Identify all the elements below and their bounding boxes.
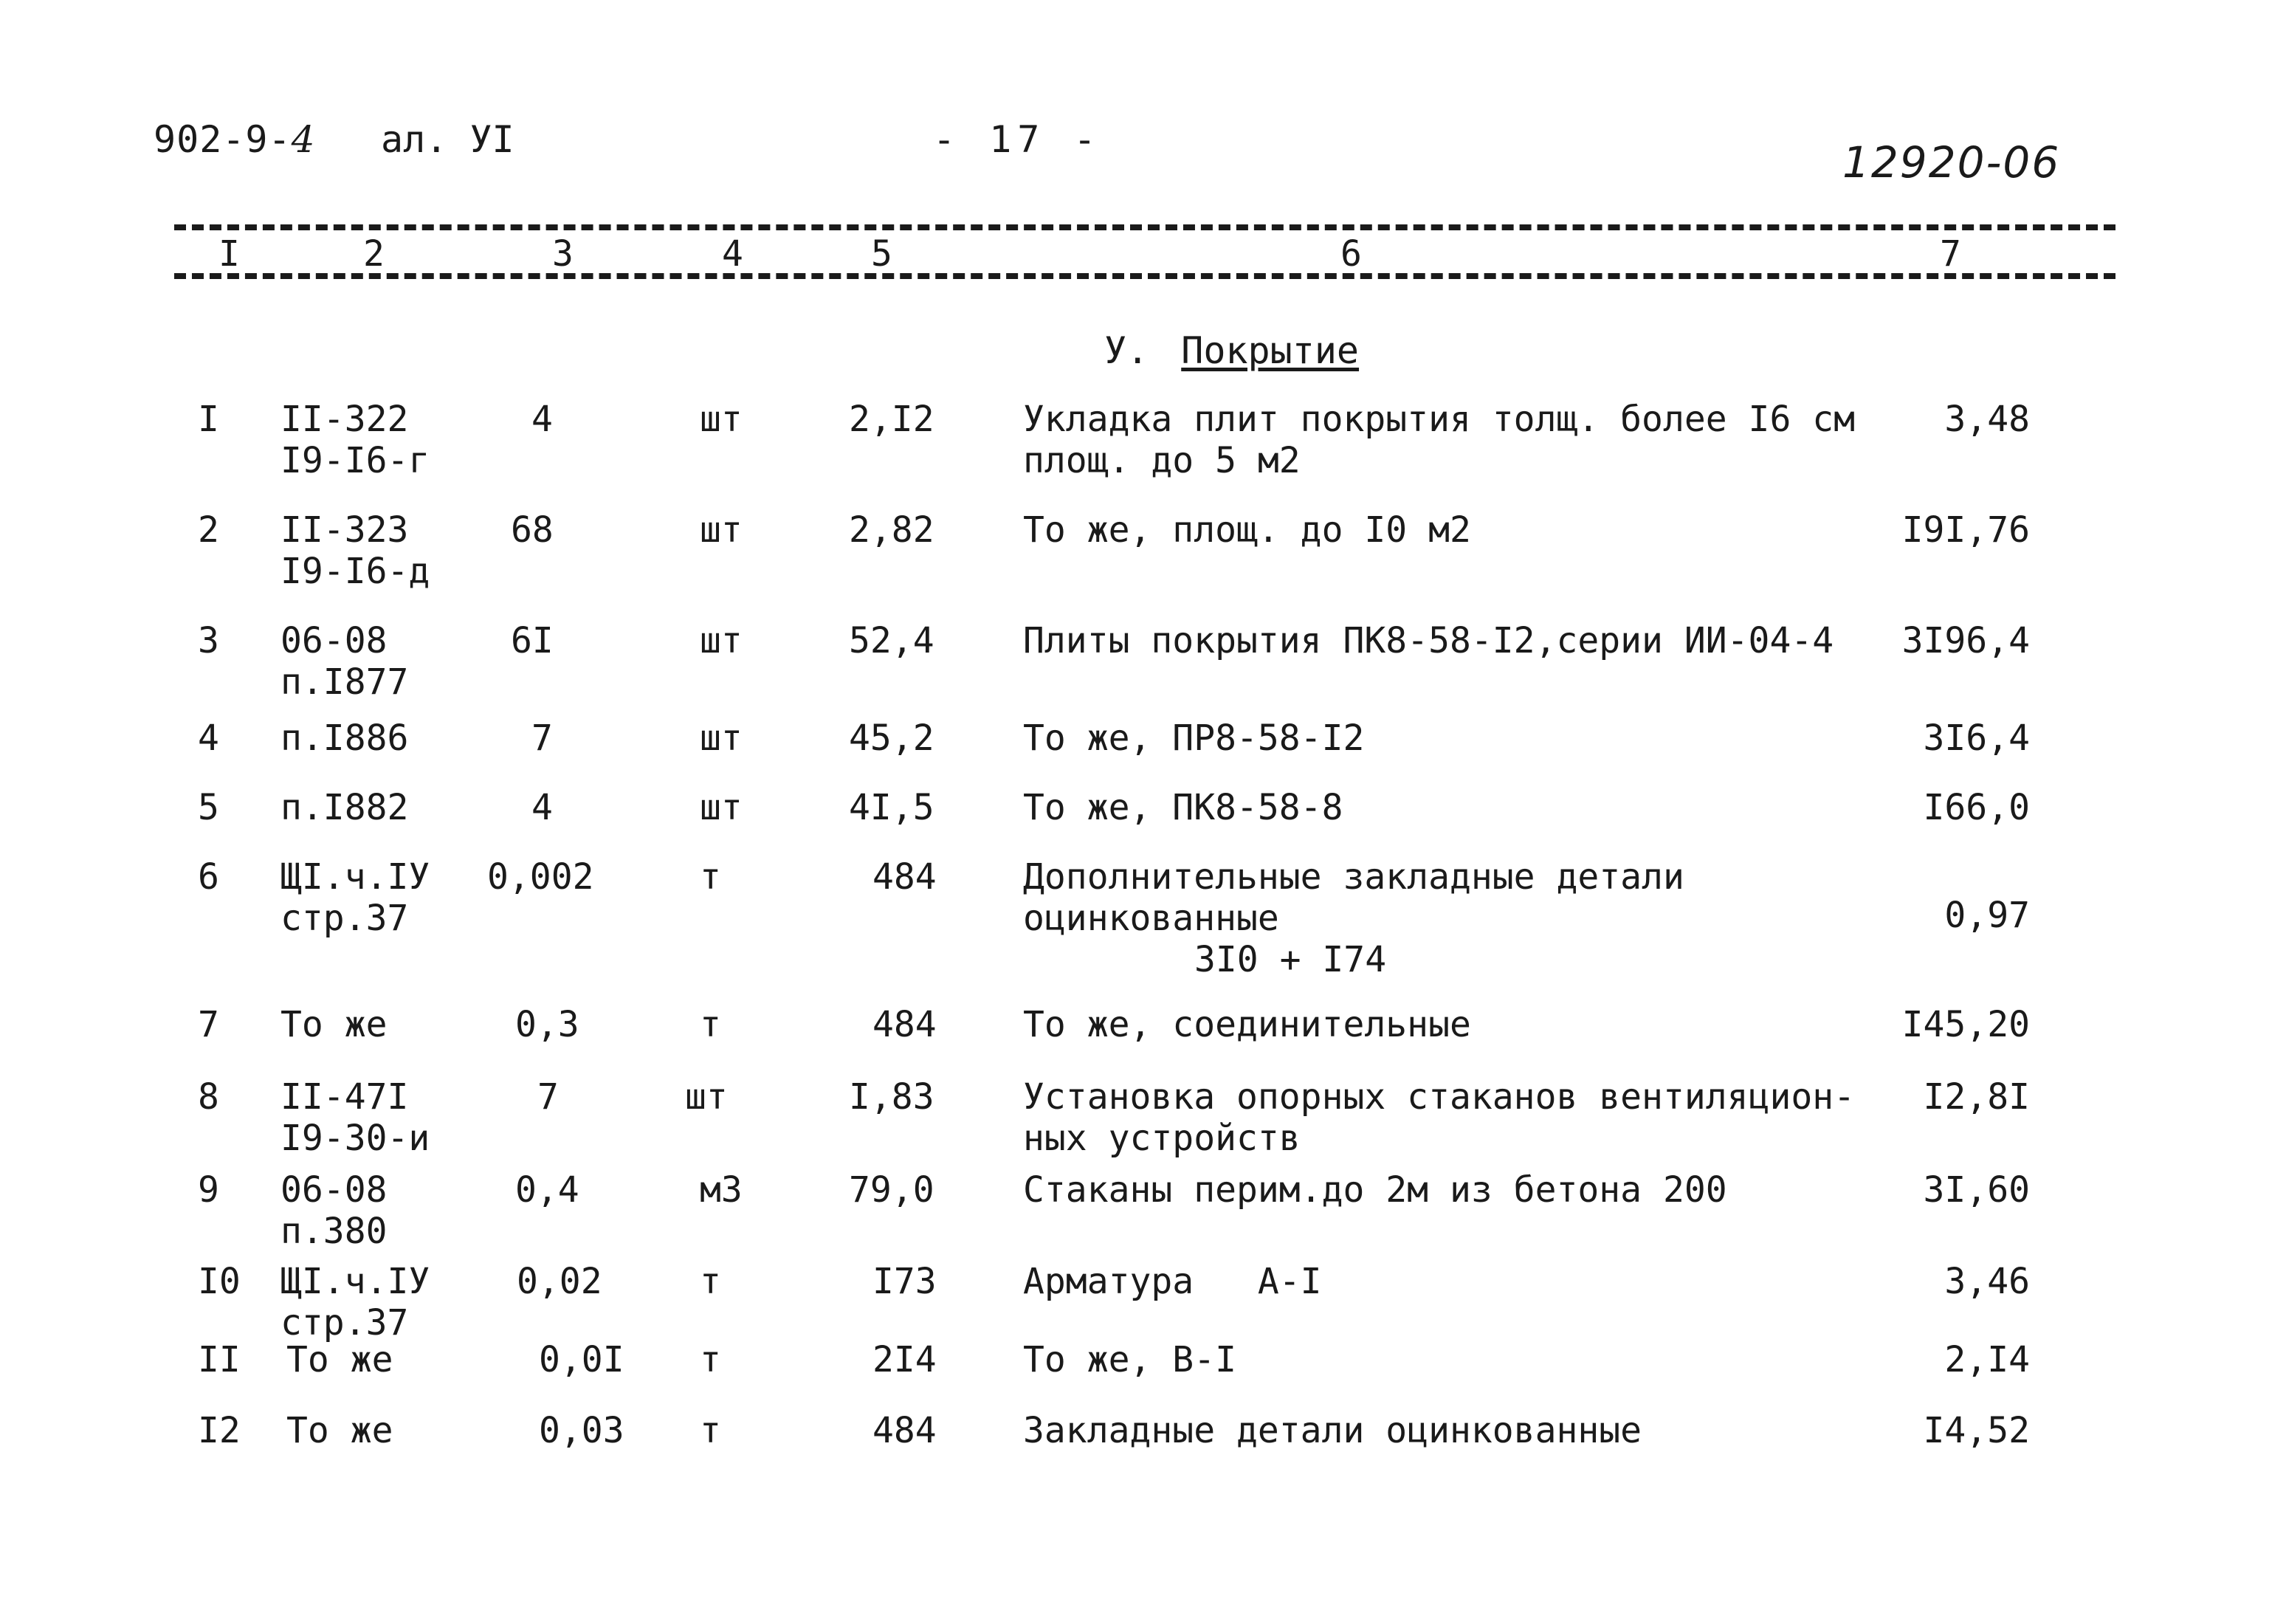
- norm-code: [280, 1004, 388, 1045]
- header-rule-bottom: [174, 273, 2115, 279]
- total-cost: 0,97: [1944, 895, 2030, 936]
- norm-code-line: стр.37: [280, 1302, 409, 1343]
- total-cost: 2,I4: [1944, 1339, 2030, 1380]
- norm-code-line: п.I877: [280, 661, 409, 703]
- unit: т: [700, 1410, 721, 1451]
- norm-code-line: ЩI.ч.IУ: [280, 1261, 430, 1302]
- quantity: 68: [511, 509, 554, 551]
- description-line: Стаканы перим.до 2м из бетона 200: [1023, 1169, 1727, 1211]
- description-line: оцинкованные: [1023, 898, 1279, 939]
- description-line: То же, ПР8-58-I2: [1023, 718, 1365, 759]
- norm-code-line: I9-I6-г: [280, 440, 430, 481]
- unit-price: 2I4: [872, 1339, 937, 1380]
- column-number: 6: [1340, 233, 1362, 275]
- total-cost: I4,52: [1923, 1410, 2030, 1451]
- column-number: 3: [552, 233, 574, 275]
- description-line: Дополнительные закладные детали: [1023, 856, 1684, 898]
- unit-price: 484: [872, 856, 937, 898]
- row-number: I0: [198, 1261, 241, 1302]
- norm-code-line: 06-08: [280, 1169, 388, 1211]
- norm-code: [280, 399, 430, 481]
- column-number: 5: [871, 233, 892, 275]
- norm-code-line: I9-I6-д: [280, 551, 430, 592]
- quantity: 0,0I: [539, 1339, 624, 1380]
- quantity: 4: [531, 787, 553, 828]
- quantity: 7: [537, 1076, 559, 1118]
- unit: шт: [700, 399, 743, 440]
- unit-price: 45,2: [849, 718, 934, 759]
- unit: шт: [700, 509, 743, 551]
- total-cost: I45,20: [1901, 1004, 2030, 1045]
- unit: т: [700, 1004, 721, 1045]
- quantity: 0,02: [517, 1261, 602, 1302]
- description: [1023, 1261, 1322, 1302]
- description-line: Арматура А-I: [1023, 1261, 1322, 1302]
- norm-code: [280, 718, 408, 759]
- unit: шт: [700, 620, 743, 661]
- quantity: 4: [531, 399, 553, 440]
- unit: шт: [700, 787, 743, 828]
- quantity: 0,03: [539, 1410, 624, 1451]
- norm-code: [286, 1339, 393, 1380]
- row-number: 9: [198, 1169, 219, 1211]
- norm-code: [286, 1410, 393, 1451]
- description-line: То же, площ. до I0 м2: [1023, 509, 1471, 551]
- description-line: То же, В-I: [1023, 1339, 1236, 1380]
- row-number: 4: [198, 718, 219, 759]
- section-label: Покрытие: [1181, 329, 1360, 372]
- norm-code: [280, 1169, 388, 1252]
- description: [1023, 1410, 1642, 1451]
- section-number: У.: [1104, 329, 1149, 372]
- section-title: [1104, 329, 1359, 372]
- document-code-suffix: 4: [291, 118, 316, 161]
- row-number: 7: [198, 1004, 219, 1045]
- description-line: ных устройств: [1023, 1118, 1301, 1159]
- unit: м3: [700, 1169, 743, 1211]
- column-number: 7: [1940, 233, 1961, 275]
- row-number: 5: [198, 787, 219, 828]
- column-number: 2: [363, 233, 385, 275]
- norm-code-line: То же: [286, 1410, 393, 1451]
- unit-price: 2,82: [849, 509, 934, 551]
- description: [1023, 1004, 1471, 1045]
- sheet-label: ал. УI: [381, 118, 514, 161]
- norm-code-line: п.I882: [280, 787, 409, 828]
- norm-code-line: II-323: [280, 509, 409, 551]
- unit-price: 4I,5: [849, 787, 934, 828]
- row-number: I: [198, 399, 219, 440]
- norm-code-line: стр.37: [280, 898, 409, 939]
- row-number: 6: [198, 856, 219, 898]
- total-cost: 3,46: [1944, 1261, 2030, 1302]
- quantity: 6I: [511, 620, 554, 661]
- row-number: II: [198, 1339, 241, 1380]
- description-line: То же, ПК8-58-8: [1023, 787, 1343, 828]
- row-number: 2: [198, 509, 219, 551]
- description-line: Плиты покрытия ПК8-58-I2,серии ИИ-04-4: [1023, 620, 1834, 661]
- total-cost: 3I,60: [1923, 1169, 2030, 1211]
- norm-code-line: ЩI.ч.IУ: [280, 856, 430, 898]
- description: [1023, 620, 1834, 661]
- description: [1023, 1169, 1727, 1211]
- total-cost: 3I6,4: [1923, 718, 2030, 759]
- description: [1023, 1076, 1855, 1159]
- row-number: I2: [198, 1410, 241, 1451]
- unit-price: 484: [872, 1410, 937, 1451]
- description-line: То же, соединительные: [1023, 1004, 1471, 1045]
- norm-code: [280, 1261, 430, 1343]
- unit: т: [700, 1261, 721, 1302]
- norm-code-line: II-47I: [280, 1076, 409, 1118]
- description: [1023, 856, 1684, 980]
- description-line: Закладные детали оцинкованные: [1023, 1410, 1642, 1451]
- norm-code-line: 06-08: [280, 620, 388, 661]
- description-line: Установка опорных стаканов вентиляцион-: [1023, 1076, 1856, 1118]
- unit-price: 52,4: [849, 620, 934, 661]
- norm-code-line: п.380: [280, 1211, 388, 1252]
- description-formula: 3I0 + I74: [1194, 939, 1387, 980]
- norm-code: [280, 620, 408, 703]
- description: [1023, 1339, 1236, 1380]
- norm-code-line: I9-30-и: [280, 1118, 430, 1159]
- norm-code-line: п.I886: [280, 718, 409, 759]
- total-cost: I9I,76: [1901, 509, 2030, 551]
- unit-price: 484: [872, 1004, 937, 1045]
- quantity: 0,3: [515, 1004, 579, 1045]
- description: [1023, 509, 1471, 551]
- norm-code: [280, 1076, 430, 1159]
- header-rule-top: [174, 224, 2115, 230]
- norm-code-line: То же: [280, 1004, 388, 1045]
- unit: шт: [700, 718, 743, 759]
- norm-code-line: То же: [286, 1339, 393, 1380]
- total-cost: I2,8I: [1923, 1076, 2030, 1118]
- description: [1023, 399, 1855, 481]
- unit-price: I,83: [849, 1076, 934, 1118]
- total-cost: 3I96,4: [1901, 620, 2030, 661]
- description: [1023, 787, 1343, 828]
- page-number: - 17 -: [933, 118, 1102, 161]
- quantity: 7: [531, 718, 553, 759]
- norm-code-line: II-322: [280, 399, 409, 440]
- row-number: 8: [198, 1076, 219, 1118]
- description-line: площ. до 5 м2: [1023, 440, 1301, 481]
- total-cost: I66,0: [1923, 787, 2030, 828]
- unit: т: [700, 1339, 721, 1380]
- unit-price: 2,I2: [849, 399, 934, 440]
- unit: т: [700, 856, 721, 898]
- unit: шт: [685, 1076, 728, 1118]
- row-number: 3: [198, 620, 219, 661]
- column-number: 4: [722, 233, 743, 275]
- norm-code: [280, 787, 408, 828]
- column-number: I: [218, 233, 240, 275]
- unit-price: I73: [872, 1261, 937, 1302]
- norm-code: [280, 856, 430, 939]
- norm-code: [280, 509, 430, 592]
- quantity: 0,002: [487, 856, 594, 898]
- inventory-number: 12920-06: [1842, 137, 2061, 187]
- total-cost: 3,48: [1944, 399, 2030, 440]
- quantity: 0,4: [515, 1169, 579, 1211]
- description: [1023, 718, 1364, 759]
- unit-price: 79,0: [849, 1169, 934, 1211]
- document-code-prefix: 902-9-: [154, 118, 292, 161]
- document-code: [154, 118, 315, 161]
- description-line: Укладка плит покрытия толщ. более I6 см: [1023, 399, 1856, 440]
